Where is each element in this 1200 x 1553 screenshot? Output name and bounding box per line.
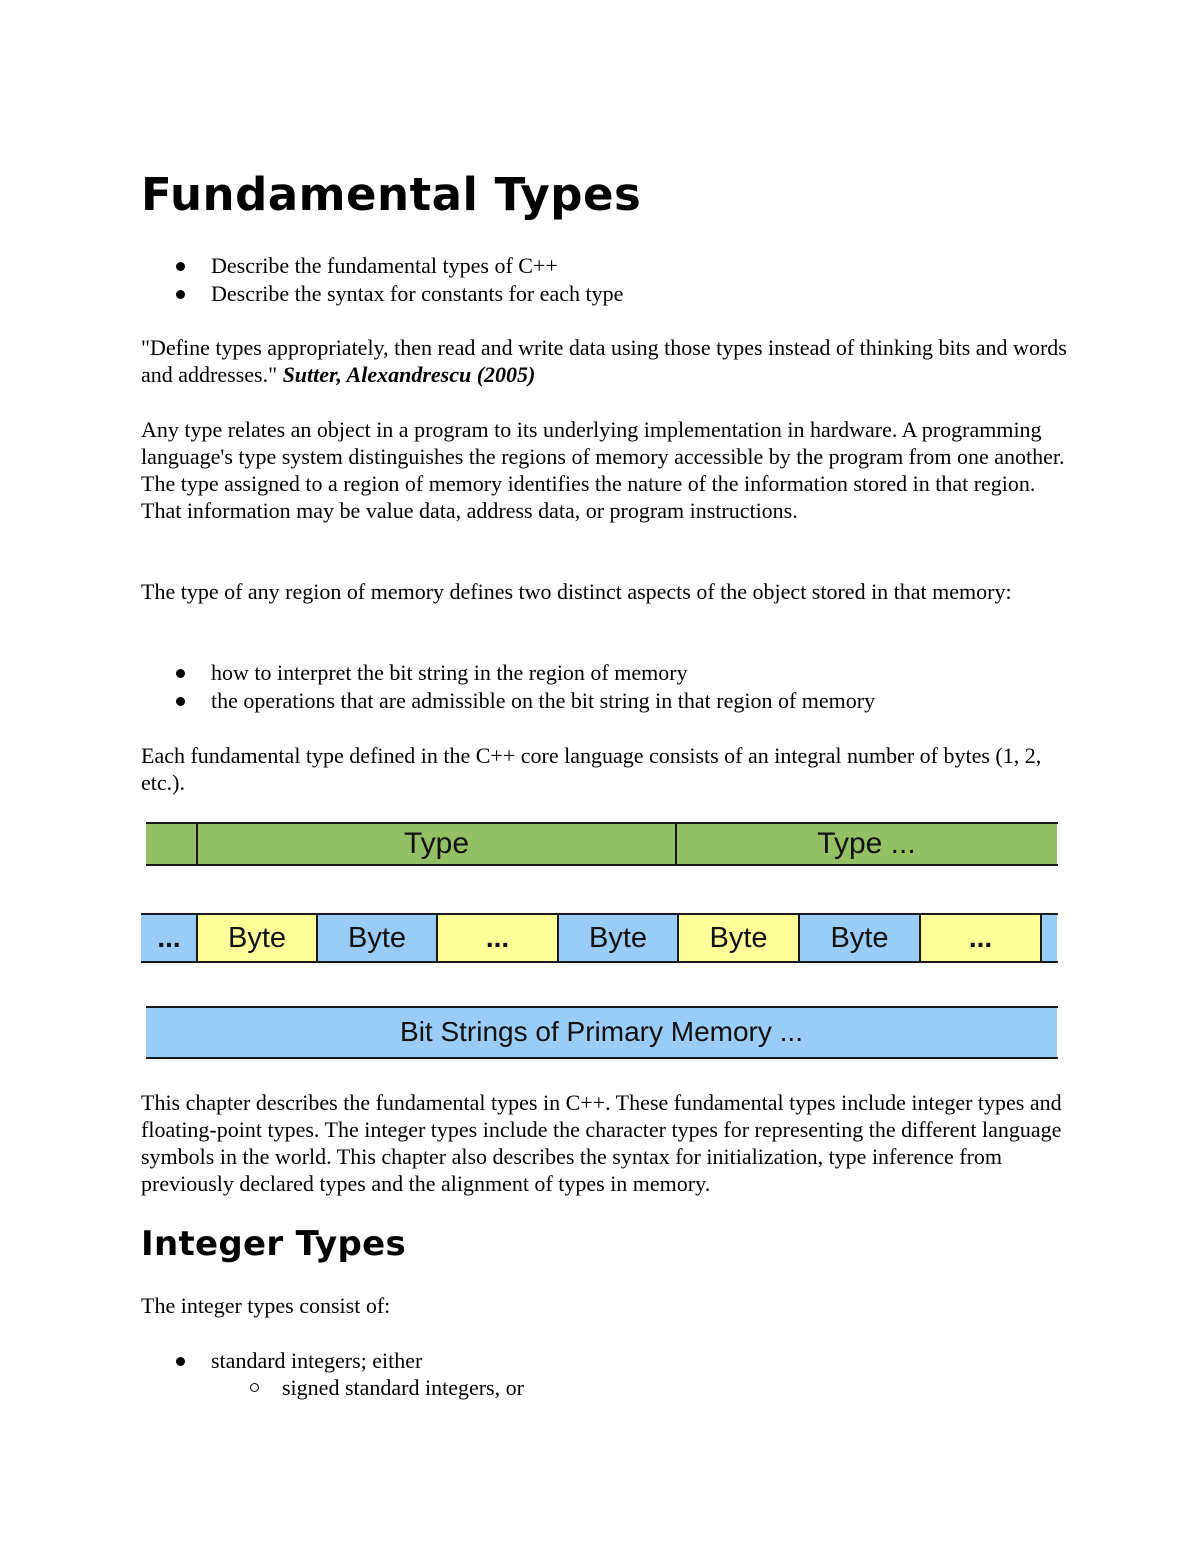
paragraph: Any type relates an object in a program to its underlying implementation in hardware. A programming language's type system distinguishes the regions of memory accessible by the program from one another. The type assigned to a region of memory identifies the nature of the information stored in that region. That information may be value data, address data, or program instructions. <box>141 417 1065 523</box>
byte-cell: Byte <box>317 915 437 961</box>
paragraph: The type of any region of memory defines two distinct aspects of the object stored in that memory: <box>141 579 1012 604</box>
list-item: Describe the fundamental types of C++ <box>141 252 1071 280</box>
byte-cell: Byte <box>197 915 317 961</box>
circle-bullet-icon <box>250 1383 259 1392</box>
quote-citation: Sutter, Alexandrescu (2005) <box>282 362 536 387</box>
divider <box>141 961 1058 963</box>
byte-cell-ellipsis: ... <box>920 915 1041 961</box>
quote: "Define types appropriately, then read and write data using those types instead of thinking bits and words and addresses." Sutter, Alexandrescu (2005) <box>141 335 1067 387</box>
objectives-list <box>141 252 1071 308</box>
byte-cell: Byte <box>799 915 920 961</box>
section-heading: Integer Types <box>141 1224 407 1264</box>
bullet-icon <box>176 697 185 706</box>
type-cell: Type <box>197 823 676 864</box>
byte-cell-partial <box>1041 915 1057 961</box>
aspects-list <box>141 659 1071 715</box>
byte-cell: Byte <box>678 915 799 961</box>
list-item: the operations that are admissible on the bit string in that region of memory <box>141 687 1071 715</box>
divider <box>146 1057 1058 1059</box>
byte-cell-ellipsis: ... <box>141 915 197 961</box>
divider <box>146 864 1058 866</box>
bullet-icon <box>176 669 185 678</box>
list-item: Describe the syntax for constants for each type <box>141 280 1071 308</box>
type-cell-blank <box>146 823 197 864</box>
byte-cell: Byte <box>558 915 678 961</box>
list-item: standard integers; either <box>141 1347 1071 1375</box>
type-cell-continued: Type ... <box>676 823 1057 864</box>
bullet-icon <box>176 290 185 299</box>
byte-cell-ellipsis: ... <box>437 915 558 961</box>
integer-list <box>141 1347 1071 1375</box>
memory-cell: Bit Strings of Primary Memory ... <box>146 1007 1057 1057</box>
list-item: signed standard integers, or <box>250 1374 524 1401</box>
page-title: Fundamental Types <box>141 168 642 221</box>
paragraph: Each fundamental type defined in the C++ core language consists of an integral number of bytes (1, 2, etc.). <box>141 743 1042 795</box>
bullet-icon <box>176 262 185 271</box>
integer-sublist <box>250 1374 524 1401</box>
paragraph: This chapter describes the fundamental types in C++. These fundamental types include integer types and floating-point types. The integer types include the character types for representing the different language symbols in the world. This chapter also describes the syntax for initialization, type inference from previously declared types and the alignment of types in memory. <box>141 1090 1062 1196</box>
bullet-icon <box>176 1357 185 1366</box>
paragraph: The integer types consist of: <box>141 1293 391 1318</box>
list-item: how to interpret the bit string in the region of memory <box>141 659 1071 687</box>
